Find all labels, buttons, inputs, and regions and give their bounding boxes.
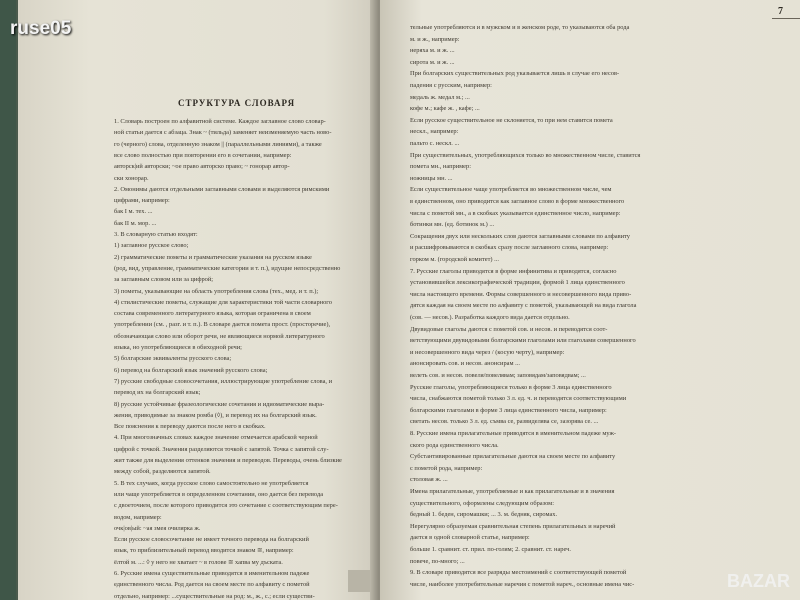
text-line: существительного, оформлены следующим образом: <box>410 499 554 507</box>
text-line: и несовершенного вида через / (косую черту), например: <box>410 348 565 356</box>
page-number: 7 <box>778 6 783 17</box>
text-line: 1. Словарь построен по алфавитной системе. Каждое заглавное слово словар- <box>114 118 326 125</box>
text-line: Если существительное чаще употребляется во множественном числе, чем <box>410 186 612 194</box>
text-line: 6) перевод на болгарский язык значений русского слова; <box>114 366 268 374</box>
text-line: 6. Русские имена существительные приводятся в именительном падеже <box>114 570 310 577</box>
text-line: (сов. — несов.). Разработка каждого вида дается отдельно. <box>410 314 570 321</box>
text-line: м. и ж., например: <box>410 35 460 43</box>
text-line: Имена прилагательные, употребляемые и как прилагательные и в значения <box>410 488 615 495</box>
text-line: При существительных, употребляющихся только во множественном числе, ставится <box>410 151 641 159</box>
text-line: бак I м. тех. ... <box>114 208 153 216</box>
text-line: ёлтой м. ...: ◊ у него не хватает ~ в голове ≅ хапва му дъската. <box>114 558 283 566</box>
text-line: с пометой рода, например: <box>410 464 483 472</box>
text-line: очк|ов|ый: ~ая змея очилярка ж. <box>114 524 201 532</box>
text-line: Все пояснения к переводу даются после него в скобках. <box>114 423 266 431</box>
text-line: водом, например: <box>114 513 162 521</box>
text-line: горком м. (городской комитет) ... <box>410 256 499 263</box>
text-line: за заглавным словом или за цифрой; <box>114 276 214 284</box>
text-line: падения с русским, например: <box>410 82 492 89</box>
text-line: столовая ж. ... <box>410 476 448 484</box>
text-line: 2) грамматические пометы и грамматические указания на русском языке <box>114 253 312 261</box>
text-line: единственного числа. Род дается на своем месте по алфавиту с пометой <box>114 581 310 589</box>
text-line: или чаще употребляется в определенном сочетании, оно дается без перевода <box>114 490 324 498</box>
text-line: числа с пометой мн., а в скобках указывается единственное число, например: <box>410 209 621 217</box>
text-line: анонсировать сов. и несов. анонсирам ... <box>410 360 520 368</box>
text-line: светать несов. только 3 л. ед. съмва се, развиделява се, зазорява се. ... <box>410 418 599 426</box>
text-line: жения, приводимые за знаком ромба (◊), и перевод их на болгарский язык. <box>114 411 317 419</box>
text-line: бак II м. мор. ... <box>114 219 157 227</box>
text-line: ной статьи дается с абзаца. Знак ~ (тильда) заменяет неизменяемую часть ново- <box>114 129 332 137</box>
text-line: 8. Русские имена прилагательные приводятся в именительном падеже муж- <box>410 430 617 437</box>
text-line: медаль ж. медал м.; ... <box>410 93 470 101</box>
text-line: помета мн., например: <box>410 163 471 171</box>
text-line: жит также для выделения оттенков значения и переводов. Переводы, очень близкие <box>114 457 342 464</box>
text-line: болгарскими глаголами в форме 3 лица единственного числа, например: <box>410 406 607 414</box>
text-line: 4. При многозначных словах каждое значение отмечается арабской черной <box>114 434 318 442</box>
text-line: 5) болгарские эквиваленты русского слова; <box>114 355 232 363</box>
text-line: Двувидовые глаголы даются с пометой сов. и несов. и переводятся соот- <box>410 325 608 333</box>
right-page <box>380 0 800 600</box>
text-line: отдельно, например: ...существительные на род: м., ж., с.; если существи- <box>114 592 315 600</box>
text-line: Если русское существительное не склоняется, то при нем ставится помета <box>410 116 613 124</box>
text-line: обозначающая слово или оборот речи, не являющиеся нормой литературного <box>114 332 325 340</box>
text-line: авторск|ий авторски; ~ое право авторско право; ~ гонорар автор- <box>114 163 290 171</box>
text-line: нескл., например: <box>410 128 459 136</box>
text-line: Русские глаголы, употребляющиеся только в форме 3 лица единственного <box>410 383 612 391</box>
open-book <box>10 0 800 600</box>
text-line: бедный 1. беден, сиромашки; ... 3. м. бедняк, сиромах. <box>410 511 558 519</box>
left-page <box>18 0 378 600</box>
text-line: (род, вид, управление, грамматические категории и т. п.), идущие непосредственно <box>114 264 341 272</box>
text-line: Сокращения двух или нескольких слов даются заглавными словами по алфавиту <box>410 232 630 240</box>
text-line: Если русское словосочетание не имеет точного перевода на болгарский <box>114 536 309 544</box>
text-line: тельные употребляются и в мужском и в женском роде, то указываются оба рода <box>410 24 630 31</box>
text-line: повече, по-много; ... <box>410 557 465 565</box>
text-line: состава современного литературного языка, которая ограничена в своем <box>114 310 311 318</box>
text-line: 2. Омонимы даются отдельными заглавными словами и выделяются римскими <box>114 185 330 193</box>
text-line: перевод их на болгарский язык; <box>114 389 201 397</box>
text-line: дятся каждая на своем месте по алфавиту с пометой, указывающей на вида глагола <box>410 302 637 310</box>
text-line: цифрой с точкой. Значения разделяются точкой с запятой. Точка с запятой слу- <box>114 445 329 453</box>
text-line: кофе м.; кафе ж. , кафе; ... <box>410 105 480 113</box>
seller-logo: ruse05 <box>10 18 72 39</box>
text-line: числа настоящего времени. Формы совершенного и несовершенного вида приво- <box>410 290 632 298</box>
text-line: 5. В тех случаях, когда русское слово самостоятельно не употребляется <box>114 479 309 487</box>
text-line: Субстантивированные прилагательные даются на своем месте по алфавиту <box>410 453 616 461</box>
page-title: СТРУКТУРА СЛОВАРЯ <box>178 98 296 108</box>
text-line: го (черного) слова, отделенную знаком || (параллельными линиями), а также <box>114 140 322 148</box>
text-line: ского рода единственного числа. <box>410 441 499 449</box>
text-line: 9. В словаре приводятся все разряды местоимений с соответствующей пометой <box>410 569 627 577</box>
text-line: 7. Русские глаголы приводятся в форме инфинитива и приводятся, согласно <box>410 267 617 275</box>
text-line: больше 1. сравнит. ст. прил. по-голям; 2. сравнит. ст. нареч. <box>410 546 571 553</box>
text-line: 4) стилистические пометы, служащие для характеристики той части словарного <box>114 298 332 306</box>
text-line: в единственном, оно приводится как заглавное слово в форме множественного <box>410 198 625 205</box>
text-line: 7) русские свободные словосочетания, иллюстрирующие употребление слова, и <box>114 377 333 385</box>
text-line: все слово полностью при повторении его в сочетании, например: <box>114 151 292 159</box>
text-line: 3) пометы, указывающие на область употребления слова (тех., мед. и т. п.); <box>114 287 319 295</box>
text-line: ветствующими двувидовыми болгарскими глаголами или глаголами совершенного <box>410 337 636 345</box>
text-line: язык, то приблизительный перевод вводится знаком ≅, например: <box>114 547 294 555</box>
text-line: цифрами, например: <box>114 197 170 205</box>
text-line: между собой, разделяются запятой. <box>114 468 211 476</box>
text-line: При болгарских существительных род указывается лишь в случае его несов- <box>410 70 620 78</box>
text-line: 3. В словарную статью входят: <box>114 231 198 238</box>
text-line: 8) русские устойчивые фразеологические сочетания и идиоматические выра- <box>114 400 325 408</box>
text-line: с двоеточием, после которого приводится это сочетание с соответствующим пере- <box>114 502 338 510</box>
text-line: употреблении (см. , разг. и т. п.). В словаре дается помета прост. (просторечие), <box>114 321 331 329</box>
text-line: дается в одной словарной статье, например: <box>410 534 530 542</box>
header-rule <box>772 18 800 19</box>
text-line: ножницы мн. ... <box>410 174 453 182</box>
text-line: ботинки мн. (ед. ботинок м.) ... <box>410 221 495 229</box>
text-line: числа, снабжаются пометой только 3 л. ед. ч. и переводятся соответствующими <box>410 395 627 403</box>
text-line: пальто с. нескл. ... <box>410 140 460 147</box>
text-line: сирота м. и ж. ... <box>410 58 455 66</box>
text-line: 1) заглавное русское слово; <box>114 242 189 250</box>
text-line: и расшифровываются в скобках сразу после заглавного слова, например: <box>410 244 609 252</box>
text-line: языка, но употребляющиеся в обиходной речи; <box>114 344 242 351</box>
text-line: числе, наиболее употребительные наречия с пометой нареч., основные имена чис- <box>410 580 635 588</box>
watermark-logo: BAZAR <box>727 571 790 591</box>
text-line: неряха м. и ж. ... <box>410 47 455 55</box>
text-line: велеть сов. и несов. повеля/повелявам; заповядам/заповядвам; ... <box>410 372 586 379</box>
text-line: Нерегулярно образуемая сравнительная степень прилагательных и наречий <box>410 522 616 530</box>
text-line: ски хонорар. <box>114 174 149 182</box>
text-line: установившейся лексикографической традиции, формой 1 лица единственного <box>410 279 625 287</box>
